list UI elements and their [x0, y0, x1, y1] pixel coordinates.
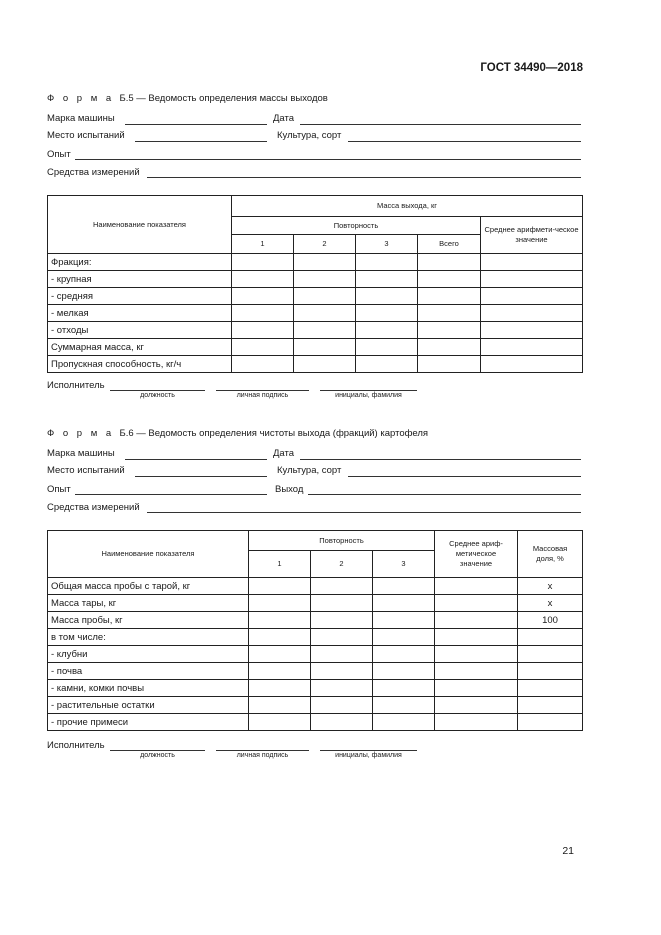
cell[interactable]: [311, 612, 373, 629]
place-label: Место испытаний: [47, 465, 125, 476]
cell[interactable]: [249, 629, 311, 646]
purity-table: [47, 530, 583, 731]
table-header-mean: Среднее арифмети-ческое значение: [481, 217, 583, 254]
output-field[interactable]: [308, 494, 581, 495]
row-label: - камни, комки почвы: [48, 680, 249, 697]
date-field[interactable]: [300, 459, 581, 460]
share-cell[interactable]: [518, 697, 583, 714]
col-header: 3: [356, 235, 418, 254]
date-label: Дата: [273, 113, 295, 124]
executor-label: Исполнитель: [47, 740, 105, 751]
cell[interactable]: [356, 254, 418, 271]
cell[interactable]: [232, 322, 294, 339]
form-b6-title: [47, 428, 428, 439]
cell[interactable]: [481, 305, 583, 322]
machine-field[interactable]: [125, 459, 267, 460]
form-b5-title-text: Б.5 — Ведомость определения массы выходов: [119, 93, 328, 104]
place-field[interactable]: [135, 476, 267, 477]
row-label: - мелкая: [48, 305, 232, 322]
cell[interactable]: [311, 680, 373, 697]
share-cell[interactable]: [518, 629, 583, 646]
date-label: Дата: [273, 448, 295, 459]
place-field[interactable]: [135, 141, 267, 142]
row-label: Суммарная масса, кг: [48, 339, 232, 356]
row-label: - растительные остатки: [48, 697, 249, 714]
cell[interactable]: [232, 356, 294, 373]
row-label: - крупная: [48, 271, 232, 288]
cell[interactable]: [373, 714, 435, 731]
cell[interactable]: [294, 356, 356, 373]
cell[interactable]: [373, 629, 435, 646]
row-label: Масса тары, кг: [48, 595, 249, 612]
date-field[interactable]: [300, 124, 581, 125]
place-label: Место испытаний: [47, 130, 125, 141]
cell[interactable]: [356, 339, 418, 356]
trial-label: Опыт: [47, 149, 71, 160]
tools-label: Средства измерений: [47, 502, 140, 513]
cell[interactable]: [249, 612, 311, 629]
cell[interactable]: [481, 271, 583, 288]
cell[interactable]: [418, 254, 481, 271]
cell[interactable]: [249, 646, 311, 663]
cell[interactable]: [249, 578, 311, 595]
culture-label: Культура, сорт: [277, 465, 342, 476]
row-label: - отходы: [48, 322, 232, 339]
cell[interactable]: [435, 697, 518, 714]
position-field[interactable]: [110, 390, 205, 391]
signature-caption: личная подпись: [236, 752, 289, 759]
cell[interactable]: [311, 663, 373, 680]
table-header-share: Массовая доля, %: [518, 531, 583, 578]
cell[interactable]: [294, 254, 356, 271]
cell[interactable]: [435, 680, 518, 697]
col-header: 2: [294, 235, 356, 254]
cell[interactable]: [373, 646, 435, 663]
cell[interactable]: [356, 305, 418, 322]
cell[interactable]: [481, 339, 583, 356]
position-field[interactable]: [110, 750, 205, 751]
form-b5-title: [47, 93, 328, 104]
signature-caption: личная подпись: [236, 392, 289, 399]
col-header: 2: [311, 551, 373, 578]
culture-label: Культура, сорт: [277, 130, 342, 141]
cell[interactable]: [481, 288, 583, 305]
cell[interactable]: [311, 697, 373, 714]
form-word: Ф о р м а: [47, 428, 115, 439]
cell[interactable]: [232, 271, 294, 288]
col-header: 3: [373, 551, 435, 578]
row-label: - почва: [48, 663, 249, 680]
name-field[interactable]: [320, 390, 417, 391]
cell[interactable]: [418, 322, 481, 339]
row-label: Общая масса пробы с тарой, кг: [48, 578, 249, 595]
cell[interactable]: [373, 680, 435, 697]
share-cell[interactable]: [518, 646, 583, 663]
mass-table: [47, 195, 583, 373]
row-label: Масса пробы, кг: [48, 612, 249, 629]
cell[interactable]: [249, 663, 311, 680]
share-cell[interactable]: [518, 680, 583, 697]
cell[interactable]: [373, 612, 435, 629]
machine-label: Марка машины: [47, 113, 115, 124]
position-caption: должность: [140, 752, 175, 759]
tools-field[interactable]: [147, 512, 581, 513]
table-header-repeat: Повторность: [232, 217, 481, 235]
executor-label: Исполнитель: [47, 380, 105, 391]
share-cell: x: [518, 595, 583, 612]
cell[interactable]: [418, 356, 481, 373]
cell[interactable]: [294, 322, 356, 339]
cell[interactable]: [311, 646, 373, 663]
row-label: - клубни: [48, 646, 249, 663]
cell[interactable]: [418, 339, 481, 356]
cell[interactable]: [481, 254, 583, 271]
output-label: Выход: [275, 484, 304, 495]
share-cell: 100: [518, 612, 583, 629]
tools-field[interactable]: [147, 177, 581, 178]
cell[interactable]: [249, 595, 311, 612]
cell[interactable]: [249, 680, 311, 697]
culture-field[interactable]: [348, 141, 581, 142]
cell[interactable]: [418, 271, 481, 288]
cell[interactable]: [311, 629, 373, 646]
cell[interactable]: [232, 305, 294, 322]
cell[interactable]: [356, 356, 418, 373]
trial-label: Опыт: [47, 484, 71, 495]
signature-field[interactable]: [216, 750, 309, 751]
position-caption: должность: [140, 392, 175, 399]
cell[interactable]: [232, 254, 294, 271]
cell[interactable]: [249, 714, 311, 731]
row-label: - средняя: [48, 288, 232, 305]
table-header-mean: Среднее ариф-метическое значение: [435, 531, 518, 578]
name-caption: инициалы, фамилия: [335, 752, 402, 759]
row-label: Фракция:: [48, 254, 232, 271]
table-header-name: Наименование показателя: [48, 196, 232, 254]
share-cell: x: [518, 578, 583, 595]
cell[interactable]: [435, 646, 518, 663]
form-word: Ф о р м а: [47, 93, 115, 104]
cell[interactable]: [249, 697, 311, 714]
share-cell[interactable]: [518, 714, 583, 731]
cell[interactable]: [373, 663, 435, 680]
cell[interactable]: [311, 578, 373, 595]
machine-field[interactable]: [125, 124, 267, 125]
cell[interactable]: [435, 578, 518, 595]
row-label: в том числе:: [48, 629, 249, 646]
page-number: 21: [562, 845, 574, 857]
cell[interactable]: [373, 578, 435, 595]
cell[interactable]: [418, 288, 481, 305]
cell[interactable]: [435, 663, 518, 680]
cell[interactable]: [294, 288, 356, 305]
cell[interactable]: [311, 595, 373, 612]
table-header-name: Наименование показателя: [48, 531, 249, 578]
cell[interactable]: [373, 595, 435, 612]
share-cell[interactable]: [518, 663, 583, 680]
signature-field[interactable]: [216, 390, 309, 391]
cell[interactable]: [294, 271, 356, 288]
form-b6-title-text: Б.6 — Ведомость определения чистоты выхода (фракций) картофеля: [119, 428, 429, 439]
cell[interactable]: [435, 612, 518, 629]
cell[interactable]: [294, 339, 356, 356]
table-header-mass: Масса выхода, кг: [232, 196, 583, 217]
machine-label: Марка машины: [47, 448, 115, 459]
cell[interactable]: [356, 288, 418, 305]
cell[interactable]: [356, 322, 418, 339]
col-header: Всего: [418, 235, 481, 254]
cell[interactable]: [373, 697, 435, 714]
cell[interactable]: [418, 305, 481, 322]
cell[interactable]: [232, 288, 294, 305]
col-header: 1: [232, 235, 294, 254]
name-field[interactable]: [320, 750, 417, 751]
table-header-repeat: Повторность: [249, 531, 435, 551]
cell[interactable]: [435, 714, 518, 731]
standard-number: ГОСТ 34490—2018: [480, 62, 583, 74]
trial-field[interactable]: [75, 494, 267, 495]
cell[interactable]: [435, 595, 518, 612]
cell[interactable]: [481, 322, 583, 339]
cell[interactable]: [435, 629, 518, 646]
col-header: 1: [249, 551, 311, 578]
trial-field[interactable]: [75, 159, 581, 160]
cell[interactable]: [356, 271, 418, 288]
row-label: - прочие примеси: [48, 714, 249, 731]
cell[interactable]: [232, 339, 294, 356]
cell[interactable]: [311, 714, 373, 731]
name-caption: инициалы, фамилия: [335, 392, 402, 399]
row-label: Пропускная способность, кг/ч: [48, 356, 232, 373]
tools-label: Средства измерений: [47, 167, 140, 178]
cell[interactable]: [294, 305, 356, 322]
cell[interactable]: [481, 356, 583, 373]
culture-field[interactable]: [348, 476, 581, 477]
